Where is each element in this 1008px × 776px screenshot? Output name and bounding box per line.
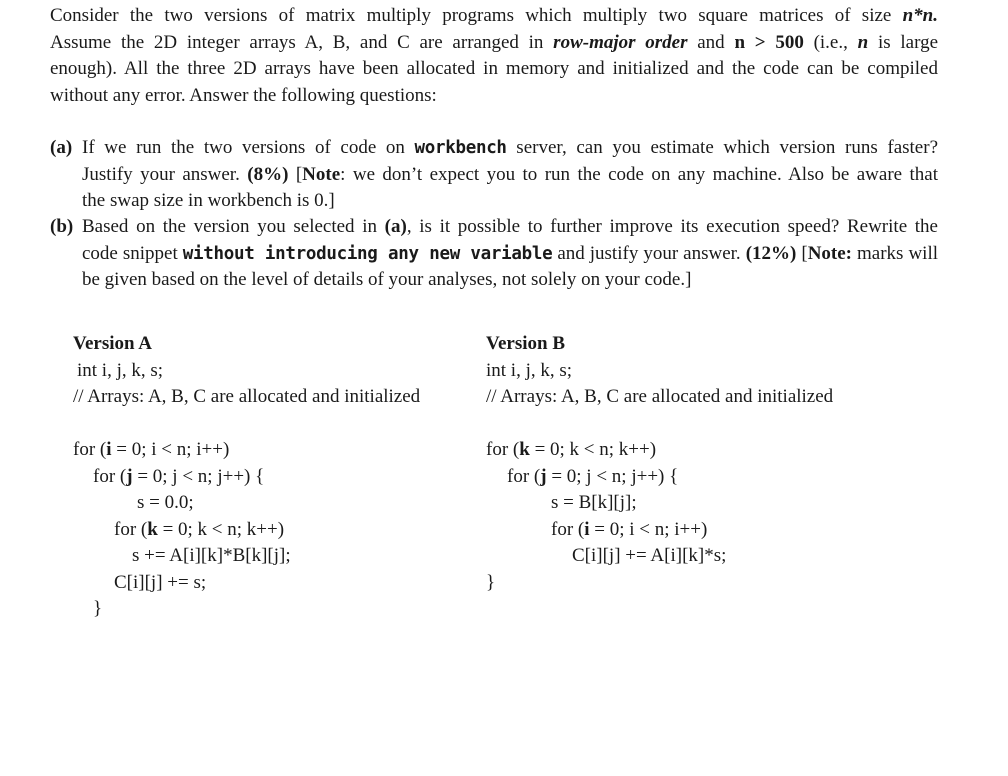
question-a-marker: (a) [50,137,73,158]
q-text: and justify your answer. [552,242,746,264]
version-a-title: Version A [73,333,153,354]
q-text: Based on the version you selected in [82,216,385,237]
version-b-loop-i [551,517,707,544]
intro-line-2 [50,30,938,57]
q-text: [ [288,163,303,185]
version-a-body: s += A[i][k]*B[k][j]; [132,545,291,566]
intro-text: (i.e., [803,31,858,53]
version-a-decl: int i, j, k, s; [77,360,164,381]
code-token: = 0; j < n; j++) { [546,466,679,487]
intro-text: Consider the two versions of matrix multiply programs which multiply two square matrices of size [50,5,903,26]
intro-paragraph [50,3,938,109]
workbench-keyword: workbench [414,138,507,158]
question-a [50,135,938,215]
code-token: = 0; i < n; i++) [589,519,708,540]
question-a-line-1 [82,135,938,162]
version-a-loop-k [114,517,284,544]
loop-variable: i [584,519,590,540]
loop-variable: k [147,519,158,540]
ref-a: (a) [384,216,407,237]
version-a-close: } [93,598,103,619]
question-b-line-3: be given based on the level of details of your analyses, not solely on your code.] [82,269,692,291]
loop-variable: i [106,439,112,460]
question-b-line-2 [82,241,938,268]
constraint-emphasis: without introducing any new variable [182,243,553,264]
intro-line-1 [50,3,938,30]
question-a-body [82,135,938,215]
code-token: = 0; j < n; j++) { [132,466,265,487]
intro-text: is large [868,31,938,53]
n-condition: n > 500 [734,31,804,53]
intro-text: and [687,31,735,53]
code-token: for ( [73,439,107,460]
version-b-loop-j [507,464,678,491]
loop-variable: k [519,439,530,460]
matrix-size: n*n. [902,5,938,26]
question-a-line-3: the swap size in workbench is 0.] [82,190,335,212]
note-label: Note: [807,242,852,264]
intro-text: Assume the 2D integer arrays A, B, and C are arranged in [50,31,554,53]
version-a-init: s = 0.0; [137,492,194,513]
version-a-store: C[i][j] += s; [114,572,207,593]
row-major-emphasis: row-major order [553,31,688,53]
q-text: : we don’t expect you to run the code on any machine. Also be aware that [340,163,939,185]
version-b-init: s = B[k][j]; [551,492,637,513]
q-text: , is it possible to further improve its execution speed? Rewrite the [406,216,938,237]
version-b-decl: int i, j, k, s; [486,360,573,381]
marks-a: (8%) [247,163,289,185]
question-b-marker: (b) [50,216,74,237]
question-b [50,214,938,294]
marks-b: (12%) [745,242,797,264]
version-b-close: } [486,572,496,593]
code-token: for ( [507,466,541,487]
version-a-comment: // Arrays: A, B, C are allocated and initialized [73,386,421,407]
code-token: = 0; k < n; k++) [157,519,285,540]
q-text: code snippet [82,242,183,264]
question-a-line-2 [82,162,938,189]
loop-variable: j [126,466,133,487]
q-text: If we run the two versions of code on [82,137,415,158]
q-text: server, can you estimate which version runs faster? [506,137,939,158]
code-token: for ( [114,519,148,540]
version-b-loop-k [486,437,656,464]
version-a-loop-i [73,437,229,464]
question-b-body [82,214,938,294]
q-text: Justify your answer. [82,163,248,185]
version-b-title: Version B [486,333,566,354]
code-token: = 0; k < n; k++) [529,439,657,460]
question-b-line-1 [82,214,938,241]
code-token: = 0; i < n; i++) [111,439,230,460]
version-b-body: C[i][j] += A[i][k]*s; [572,545,727,566]
version-a-loop-j [93,464,264,491]
intro-line-4: without any error. Answer the following questions: [50,84,437,106]
loop-variable: j [540,466,547,487]
intro-line-3: enough). All the three 2D arrays have been allocated in memory and initialized and the code can be compiled [50,58,938,80]
q-text: marks will [852,242,939,264]
n-variable: n [857,31,869,53]
code-token: for ( [551,519,585,540]
q-text: [ [796,242,808,264]
version-b-comment: // Arrays: A, B, C are allocated and initialized [486,386,834,407]
note-label: Note [302,163,341,185]
code-token: for ( [486,439,520,460]
code-token: for ( [93,466,127,487]
